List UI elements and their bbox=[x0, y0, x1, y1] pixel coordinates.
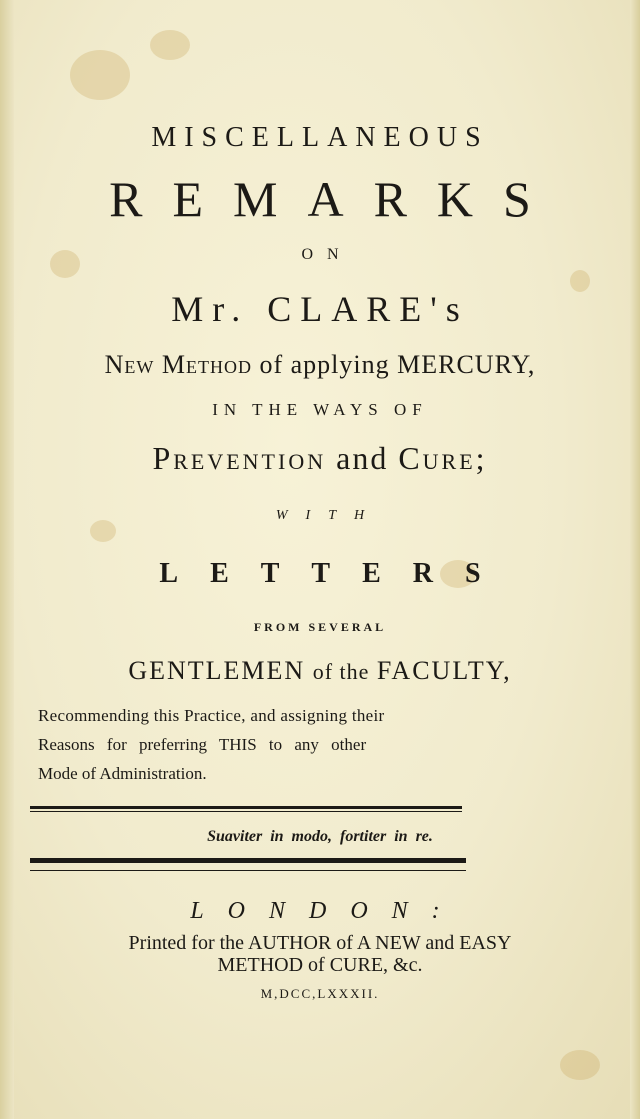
title-new-method: New Method bbox=[104, 350, 252, 379]
title-prevention: Prevention bbox=[152, 440, 327, 476]
title-prevention-cure-line bbox=[0, 440, 640, 477]
title-gentlemen-line bbox=[0, 656, 640, 686]
foxing-stain bbox=[150, 30, 190, 60]
foxing-stain bbox=[70, 50, 130, 100]
title-and: and bbox=[336, 440, 389, 476]
title-with: WITH bbox=[275, 508, 383, 523]
imprint-london: LONDON: bbox=[190, 898, 464, 924]
title-mr-clares: Mr. CLARE's bbox=[171, 289, 469, 329]
bottom-rule-thick bbox=[30, 858, 466, 863]
imprint-date: M,DCC,LXXXII. bbox=[260, 986, 380, 1001]
title-on: ON bbox=[301, 246, 353, 263]
title-remarks: REMARKS bbox=[109, 171, 561, 227]
paragraph-line-2: Reasons for preferring THIS to any other bbox=[38, 735, 367, 754]
title-gentlemen: GENTLEMEN bbox=[128, 656, 306, 685]
title-letters: LETTERS bbox=[159, 558, 513, 589]
title-faculty: FACULTY, bbox=[376, 656, 512, 685]
title-in-the-ways-of: IN THE WAYS OF bbox=[212, 400, 428, 419]
foxing-stain bbox=[560, 1050, 600, 1080]
title-new-method-line bbox=[0, 350, 640, 380]
title-miscellaneous: MISCELLANEOUS bbox=[151, 122, 489, 153]
paragraph-line-1: Recommending this Practice, and assigning their bbox=[38, 706, 385, 725]
top-rule bbox=[30, 806, 462, 809]
title-of-the: of the bbox=[312, 659, 370, 684]
motto: Suaviter in modo, fortiter in re. bbox=[207, 828, 433, 845]
imprint-method-of-cure: METHOD of CURE, &c. bbox=[217, 954, 423, 976]
title-cure: Cure; bbox=[398, 440, 488, 476]
title-from-several: FROM SEVERAL bbox=[253, 620, 387, 634]
title-of-applying-mercury: of applying MERCURY, bbox=[259, 350, 536, 379]
top-rule-thin bbox=[30, 811, 462, 812]
bottom-rule-thin bbox=[30, 870, 466, 871]
paragraph-line-3: Mode of Administration. bbox=[38, 764, 207, 783]
imprint-printed-for: Printed for the AUTHOR of A NEW and EASY bbox=[128, 932, 512, 954]
